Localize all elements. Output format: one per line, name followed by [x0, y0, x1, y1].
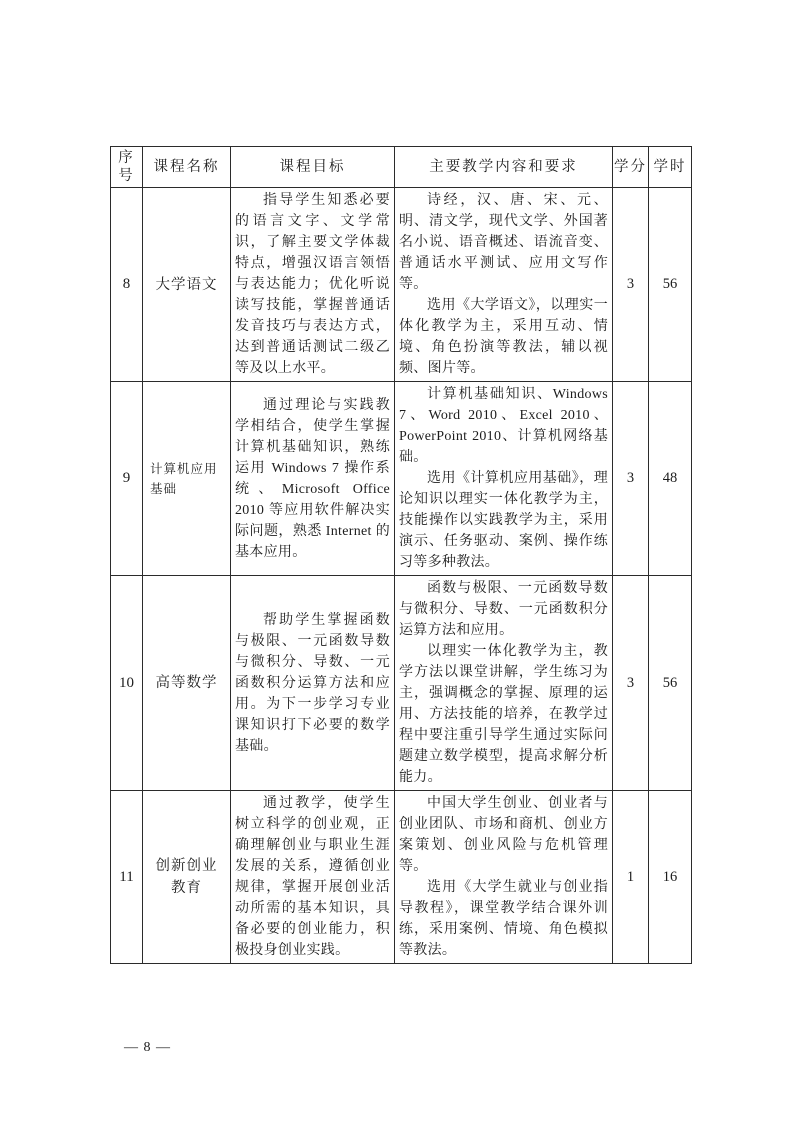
table-row [111, 576, 692, 791]
course-name-text: 创新创业教育 [155, 858, 218, 896]
content-paragraph: 选用《大学语文》，以理实一体化教学为主，采用互动、情境、角色扮演等教法，辅以视频、图片等。 [399, 298, 608, 376]
header-course-name: 课程名称 [143, 147, 231, 188]
course-name [143, 188, 231, 382]
content-paragraph: 诗经，汉、唐、宋、元、明、清文学，现代文学、外国著名小说、语音概述、语流音变、普通话水平测试、应用文写作等。 [399, 193, 608, 292]
course-name-text: 高等数学 [155, 675, 218, 691]
table-row [111, 382, 692, 576]
course-hours: 48 [649, 382, 692, 576]
objective-paragraph: 指导学生知悉必要的语言文字、文学常识，了解主要文学体裁特点，增强汉语言领悟与表达能力；优化听说读写技能，掌握普通话发音技巧与表达方式，达到普通话测试二级乙等及以上水平。 [235, 193, 390, 376]
table-header-row [111, 147, 692, 188]
course-number: 8 [111, 188, 143, 382]
course-name [143, 382, 231, 576]
course-hours: 56 [649, 188, 692, 382]
course-content-cell [395, 576, 613, 791]
page-number: — 8 — [124, 1040, 171, 1055]
header-credits: 学分 [613, 147, 649, 188]
curriculum-table [110, 146, 692, 964]
course-objective-cell [231, 576, 395, 791]
course-content-cell [395, 382, 613, 576]
course-credits: 3 [613, 188, 649, 382]
objective-paragraph: 通过理论与实践教学相结合，使学生掌握计算机基础知识，熟练运用 Windows 7 操作系统、Microsoft Office 2010 等应用软件解决实际问题，熟悉 Internet 的基本应用。 [235, 397, 390, 560]
course-number: 9 [111, 382, 143, 576]
course-objective-cell [231, 382, 395, 576]
course-hours: 56 [649, 576, 692, 791]
course-name-text: 计算机应用基础 [150, 461, 218, 496]
content-paragraph: 函数与极限、一元函数导数与微积分、导数、一元函数积分运算方法和应用。 [399, 581, 608, 638]
content-paragraph: 计算机基础知识、Windows 7、Word 2010、Excel 2010、PowerPoint 2010、计算机网络基础。 [399, 387, 608, 465]
table-row [111, 188, 692, 382]
course-credits: 3 [613, 576, 649, 791]
content-paragraph: 中国大学生创业、创业者与创业团队、市场和商机、创业方案策划、创业风险与危机管理等。 [399, 796, 608, 874]
course-name [143, 576, 231, 791]
header-hours: 学时 [649, 147, 692, 188]
header-no: 序号 [111, 147, 143, 188]
header-objective: 课程目标 [231, 147, 395, 188]
course-name [143, 791, 231, 964]
course-content-cell [395, 188, 613, 382]
table-row [111, 791, 692, 964]
content-paragraph: 以理实一体化教学为主，教学方法以课堂讲解，学生练习为主，强调概念的掌握、原理的运用、方法技能的培养，在教学过程中要注重引导学生通过实际问题建立数学模型，提高求解分析能力。 [399, 644, 608, 785]
course-number: 11 [111, 791, 143, 964]
course-credits: 3 [613, 382, 649, 576]
course-objective-cell [231, 791, 395, 964]
course-objective-cell [231, 188, 395, 382]
content-paragraph: 选用《大学生就业与创业指导教程》，课堂教学结合课外训练，采用案例、情境、角色模拟等教法。 [399, 880, 608, 958]
objective-paragraph: 通过教学，使学生树立科学的创业观，正确理解创业与职业生涯发展的关系，遵循创业规律，掌握开展创业活动所需的基本知识，具备必要的创业能力，积极投身创业实践。 [235, 796, 390, 958]
course-number: 10 [111, 576, 143, 791]
content-paragraph: 选用《计算机应用基础》，理论知识以理实一体化教学为主，技能操作以实践教学为主，采用演示、任务驱动、案例、操作练习等多种教法。 [399, 471, 608, 570]
header-content: 主要教学内容和要求 [395, 147, 613, 188]
course-content-cell [395, 791, 613, 964]
objective-paragraph: 帮助学生掌握函数与极限、一元函数导数与微积分、导数、一元函数积分运算方法和应用。为下一步学习专业课知识打下必要的数学基础。 [235, 612, 390, 754]
course-name-text: 大学语文 [155, 276, 218, 293]
course-credits: 1 [613, 791, 649, 964]
course-hours: 16 [649, 791, 692, 964]
